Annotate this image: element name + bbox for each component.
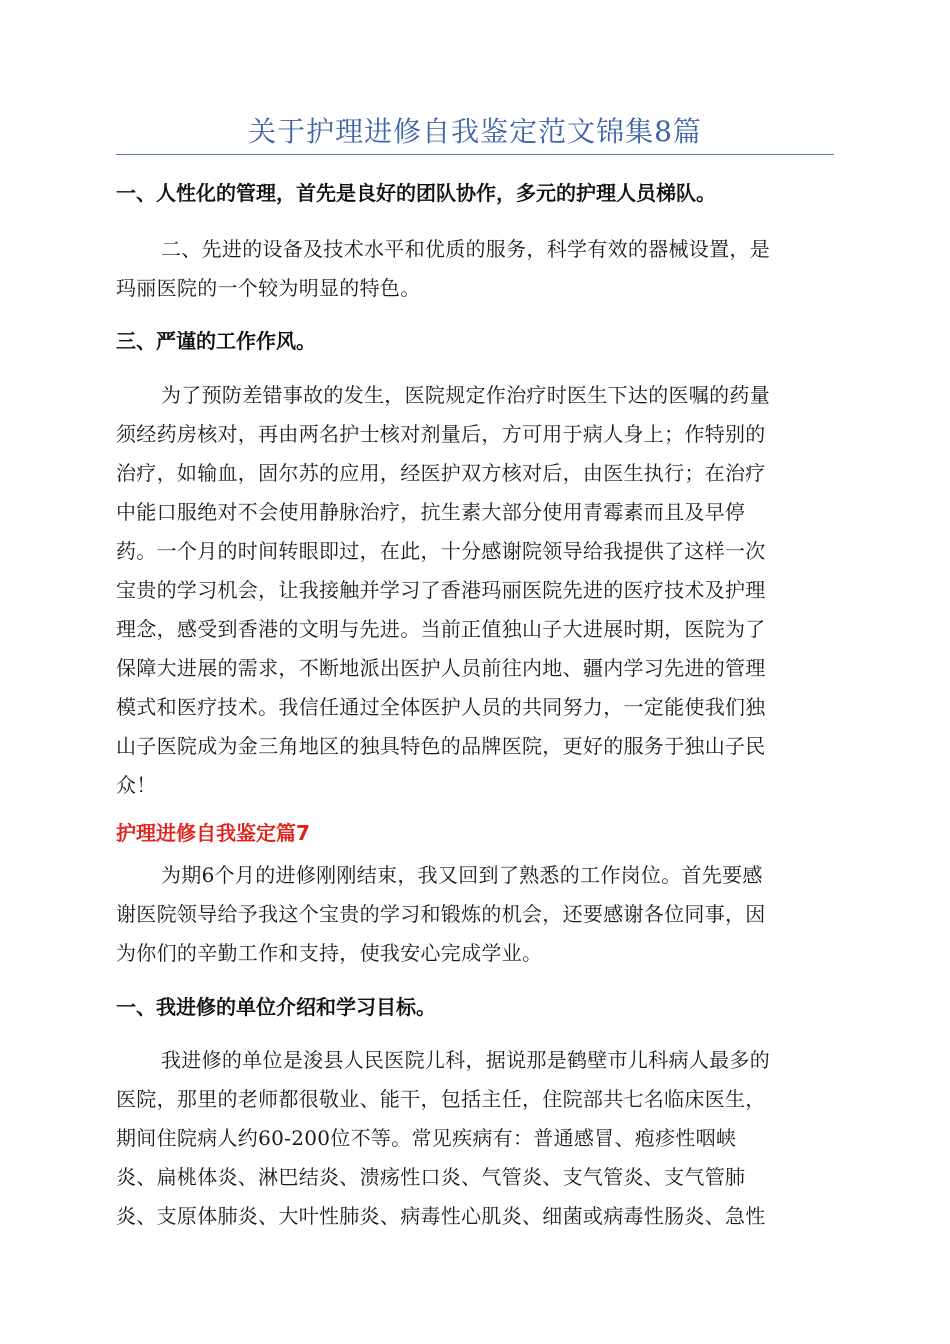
paragraph-error-prevention (116, 376, 834, 805)
section-heading-part-7: 护理进修自我鉴定篇7 (116, 821, 310, 845)
paragraph-line: 为你们的辛勤工作和支持，使我安心完成学业。 (116, 941, 543, 965)
paragraph-line: 山子医院成为金三角地区的独具特色的品牌医院，更好的服务于独山子民 (116, 734, 766, 758)
paragraph-line: 为了预防差错事故的发生，医院规定作治疗时医生下达的医嘱的药量 (161, 383, 770, 407)
paragraph-line: 炎、支原体肺炎、大叶性肺炎、病毒性心肌炎、细菌或病毒性肠炎、急性 (116, 1204, 766, 1228)
section-heading-work-style: 三、严谨的工作作风。 (116, 329, 316, 353)
paragraph-line: 二、先进的设备及技术水平和优质的服务，科学有效的器械设置，是 (161, 237, 770, 261)
paragraph-line: 我进修的单位是浚县人民医院儿科，据说那是鹤壁市儿科病人最多的 (161, 1048, 770, 1072)
paragraph-line: 为期6个月的进修刚刚结束，我又回到了熟悉的工作岗位。首先要感 (161, 863, 763, 887)
paragraph-line: 须经药房核对，再由两名护士核对剂量后，方可用于病人身上；作特别的 (116, 422, 766, 446)
paragraph-line: 中能口服绝对不会使用静脉治疗，抗生素大部分使用青霉素而且及早停 (116, 500, 746, 524)
paragraph-line: 谢医院领导给予我这个宝贵的学习和锻炼的机会，还要感谢各位同事，因 (116, 902, 766, 926)
paragraph-return-to-work (116, 856, 834, 973)
paragraph-line: 众！ (116, 773, 157, 797)
paragraph-line: 玛丽医院的一个较为明显的特色。 (116, 276, 421, 300)
paragraph-line: 药。一个月的时间转眼即过，在此，十分感谢院领导给我提供了这样一次 (116, 539, 766, 563)
paragraph-line: 治疗，如输血，固尔苏的应用，经医护双方核对后，由医生执行；在治疗 (116, 461, 766, 485)
section-heading-study-unit: 一、我进修的单位介绍和学习目标。 (116, 995, 436, 1019)
paragraph-line: 炎、扁桃体炎、淋巴结炎、溃疡性口炎、气管炎、支气管炎、支气管肺 (116, 1165, 746, 1189)
section-heading-humanized-management: 一、人性化的管理，首先是良好的团队协作，多元的护理人员梯队。 (116, 181, 716, 205)
document-title: 关于护理进修自我鉴定范文锦集8篇 (248, 115, 702, 148)
paragraph-line: 期间住院病人约60-200位不等。常见疾病有：普通感冒、疱疹性咽峡 (116, 1126, 737, 1150)
paragraph-line: 模式和医疗技术。我信任通过全体医护人员的共同努力，一定能使我们独 (116, 695, 766, 719)
paragraph-line: 宝贵的学习机会，让我接触并学习了香港玛丽医院先进的医疗技术及护理 (116, 578, 766, 602)
title-underline-divider (116, 154, 834, 155)
paragraph-equipment (116, 230, 834, 308)
paragraph-study-unit-details (116, 1041, 834, 1236)
paragraph-line: 医院，那里的老师都很敬业、能干，包括主任，住院部共七名临床医生， (116, 1087, 766, 1111)
paragraph-line: 保障大进展的需求，不断地派出医护人员前往内地、疆内学习先进的管理 (116, 656, 766, 680)
paragraph-line: 理念，感受到香港的文明与先进。当前正值独山子大进展时期，医院为了 (116, 617, 766, 641)
